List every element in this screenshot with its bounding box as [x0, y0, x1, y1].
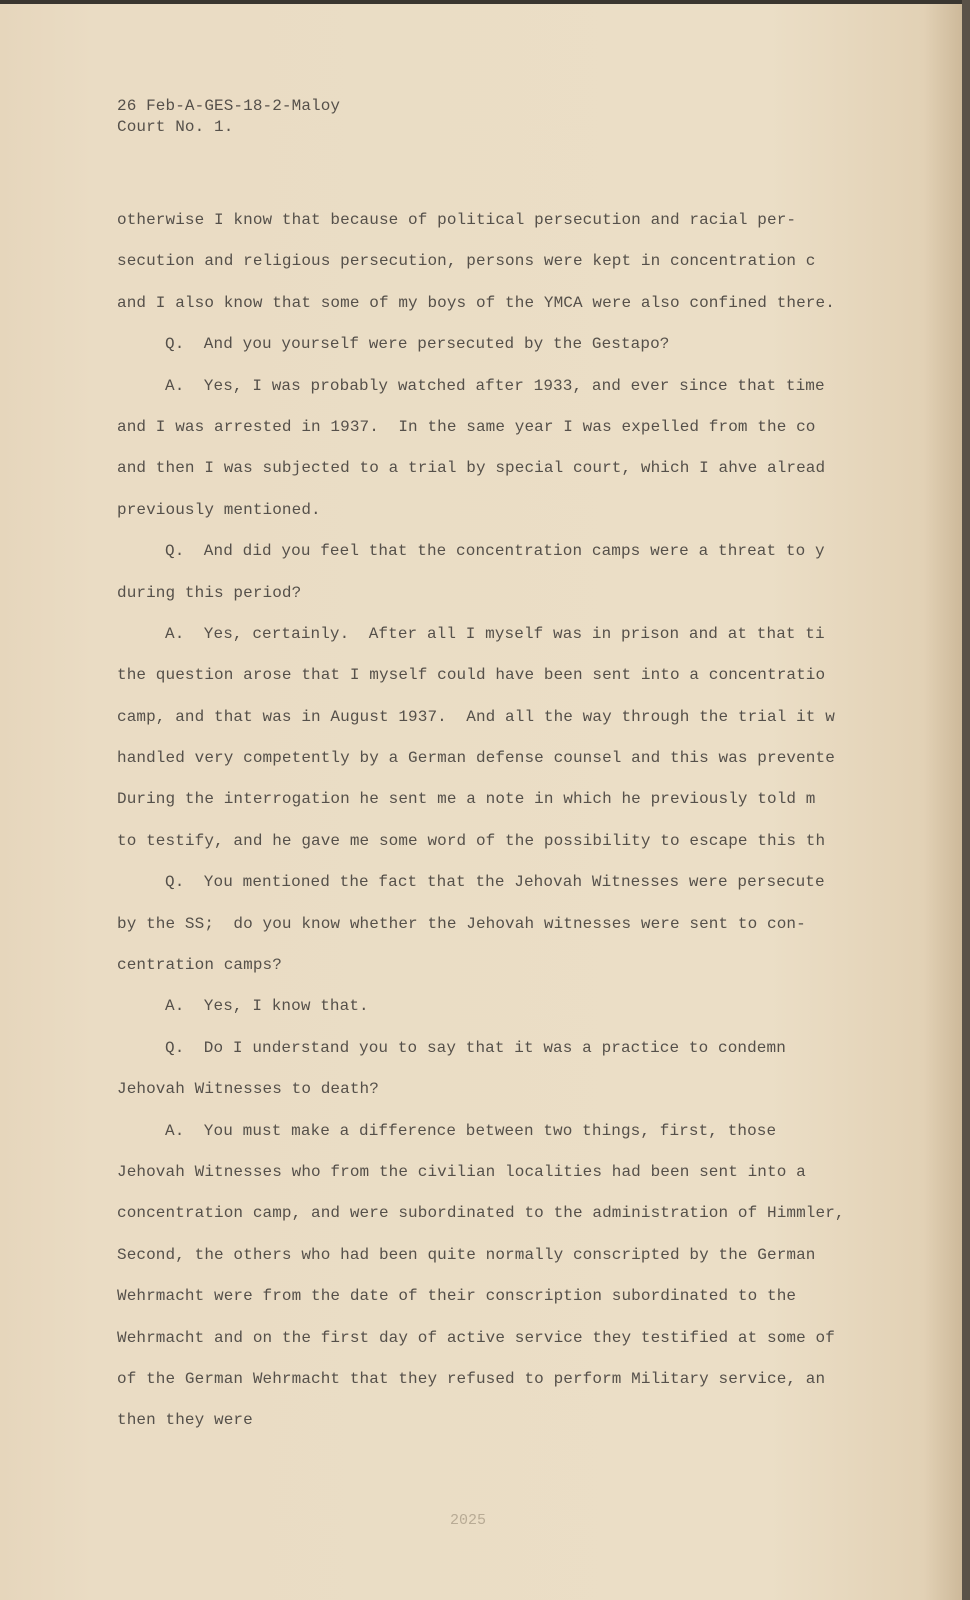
transcript-line: secution and religious persecution, persons were kept in concentration c: [117, 252, 816, 271]
transcript-line: During the interrogation he sent me a note in which he previously told m: [117, 790, 816, 809]
transcript-line: the question arose that I myself could have been sent into a concentratio: [117, 666, 826, 685]
transcript-line: Q. And did you feel that the concentration camps were a threat to y: [165, 542, 825, 561]
transcript-line: A. You must make a difference between two things, first, those: [165, 1121, 777, 1140]
transcript-line: A. Yes, I was probably watched after 1933, and ever since that time: [165, 376, 825, 395]
transcript-line: otherwise I know that because of political persecution and racial per-: [117, 211, 797, 229]
transcript-line: to testify, and he gave me some word of the possibility to escape this th: [117, 831, 826, 850]
transcript-line: Wehrmacht were from the date of their conscription subordinated to the: [117, 1287, 797, 1306]
transcript-line: A. Yes, I know that.: [165, 997, 369, 1016]
transcript-line: Second, the others who had been quite normally conscripted by the German: [117, 1245, 816, 1264]
transcript-line: previously mentioned.: [117, 500, 321, 519]
document-header: [117, 96, 340, 138]
transcript-line: Q. Do I understand you to say that it was a practice to condemn: [165, 1038, 786, 1057]
transcript-line: of the German Wehrmacht that they refused to perform Military service, an: [117, 1369, 826, 1388]
transcript-line: camp, and that was in August 1937. And all the way through the trial it w: [117, 707, 835, 726]
transcript-line: and then I was subjected to a trial by special court, which I ahve alread: [117, 459, 826, 478]
transcript-line: Jehovah Witnesses to death?: [117, 1080, 379, 1099]
transcript-line: handled very competently by a German defense counsel and this was prevente: [117, 749, 835, 768]
transcript-line: Q. And you yourself were persecuted by the Gestapo?: [165, 335, 670, 354]
transcript-line: Q. You mentioned the fact that the Jehovah Witnesses were persecute: [165, 873, 825, 892]
transcript-line: and I was arrested in 1937. In the same year I was expelled from the co: [117, 417, 816, 436]
document-page: [0, 4, 962, 1600]
transcript-line: centration camps?: [117, 956, 282, 975]
page-number: 2025: [450, 1512, 487, 1529]
transcript-line: during this period?: [117, 583, 302, 602]
header-court: Court No. 1.: [117, 118, 234, 136]
transcript-line: by the SS; do you know whether the Jehovah witnesses were sent to con-: [117, 914, 806, 933]
scan-edge: [962, 0, 970, 1600]
transcript-line: then they were: [117, 1411, 253, 1430]
transcript-line: Wehrmacht and on the first day of active service they testified at some of: [117, 1328, 835, 1347]
transcript-line: Jehovah Witnesses who from the civilian localities had been sent into a: [117, 1162, 806, 1181]
transcript-body: [117, 200, 845, 1442]
header-reference: 26 Feb-A-GES-18-2-Maloy: [117, 97, 341, 115]
transcript-line: A. Yes, certainly. After all I myself was in prison and at that ti: [165, 624, 825, 643]
transcript-line: concentration camp, and were subordinated to the administration of Himmler,: [117, 1204, 845, 1223]
transcript-line: and I also know that some of my boys of the YMCA were also confined there.: [117, 293, 835, 312]
